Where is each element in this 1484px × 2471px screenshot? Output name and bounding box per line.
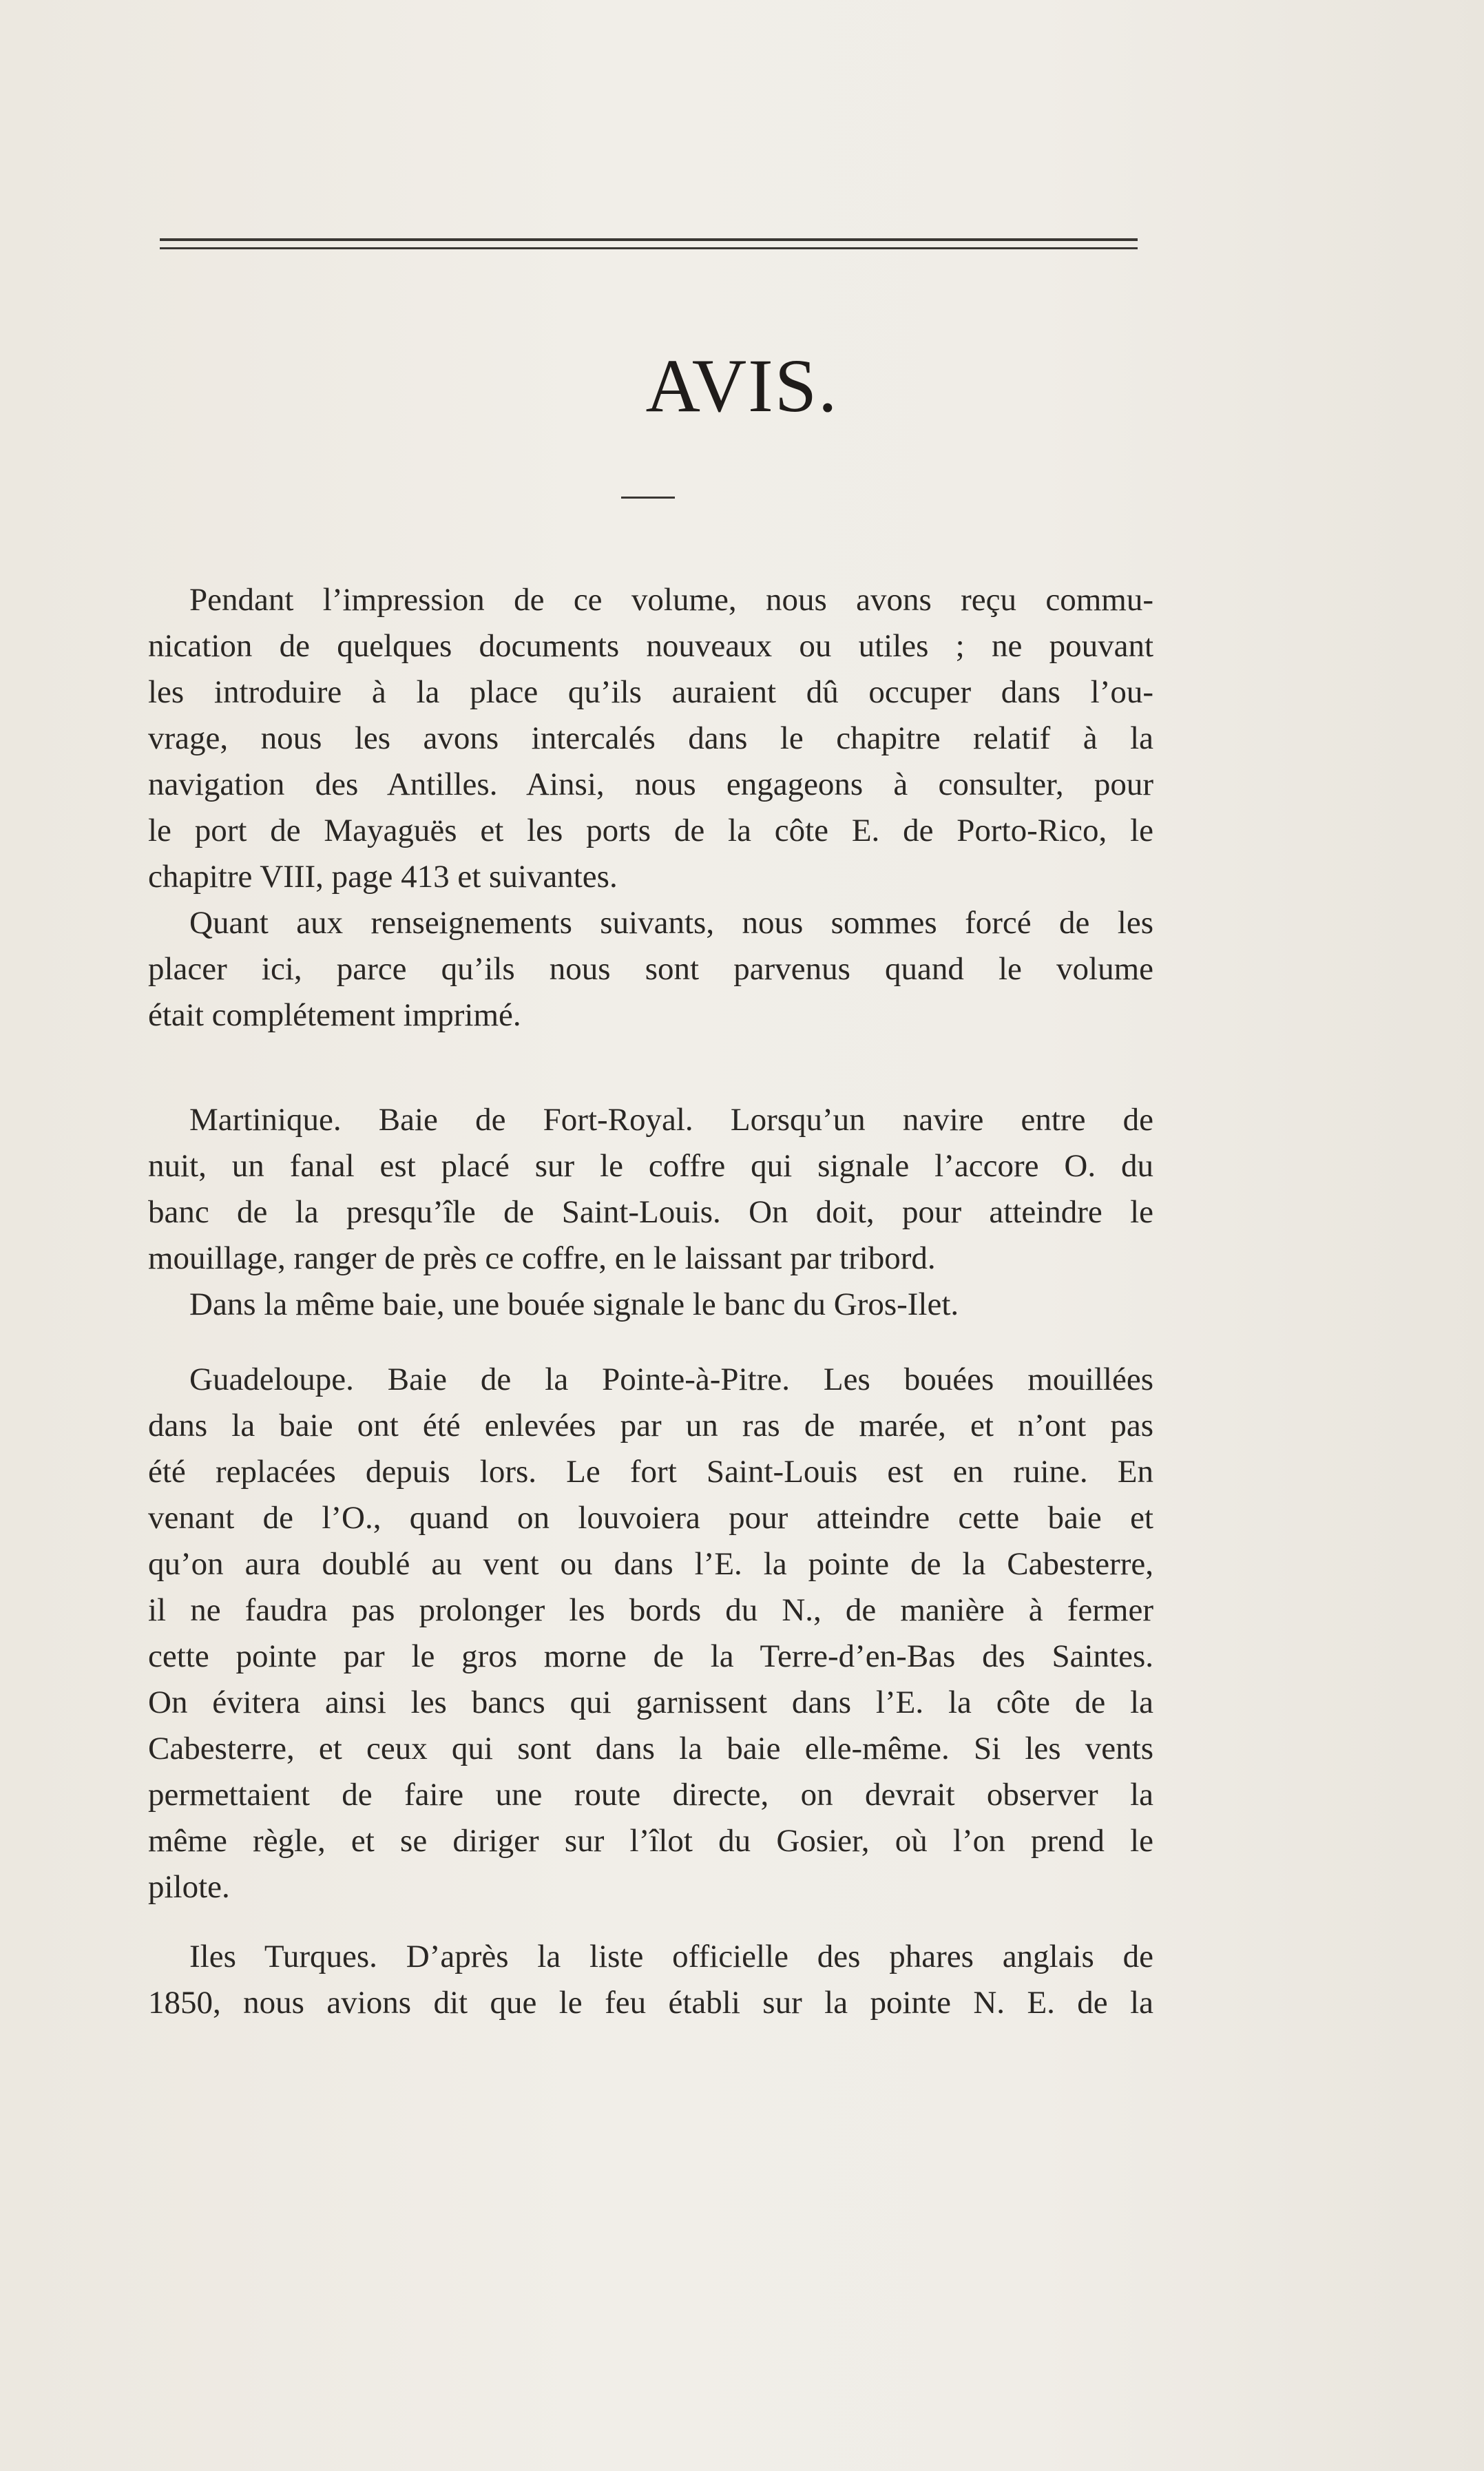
text-line: Dans la même baie, une bouée signale le banc du Gros-Ilet. <box>189 1286 959 1322</box>
text-line: Iles Turques. D’après la liste officielle des phares anglais de <box>189 1939 1153 1974</box>
text-line: placer ici, parce qu’ils nous sont parvenus quand le volume <box>148 951 1153 987</box>
text-line: 1850, nous avions dit que le feu établi sur la pointe N. E. de la <box>148 1985 1153 2021</box>
text-line: nuit, un fanal est placé sur le coffre qui signale l’accore O. du <box>148 1148 1153 1184</box>
text-line: vrage, nous les avons intercalés dans le chapitre relatif à la <box>148 720 1153 756</box>
paragraph-gros-ilet <box>148 1282 1153 1328</box>
text-line: été replacées depuis lors. Le fort Saint-Louis est en ruine. En <box>148 1454 1153 1490</box>
text-line: Quant aux renseignements suivants, nous sommes forcé de les <box>189 905 1153 941</box>
text-line: pilote. <box>148 1869 230 1905</box>
paragraph-iles-turques <box>148 1934 1153 2026</box>
text-line: cette pointe par le gros morne de la Terre-d’en-Bas des Saintes. <box>148 1638 1153 1674</box>
text-line: Pendant l’impression de ce volume, nous avons reçu commu- <box>189 582 1153 618</box>
text-line: était complétement imprimé. <box>148 997 521 1033</box>
text-line: les introduire à la place qu’ils auraient dû occuper dans l’ou- <box>148 674 1153 710</box>
text-line: venant de l’O., quand on louvoiera pour atteindre cette baie et <box>148 1500 1153 1536</box>
text-line: Martinique. Baie de Fort-Royal. Lorsqu’un navire entre de <box>189 1102 1153 1138</box>
text-line: Guadeloupe. Baie de la Pointe-à-Pitre. Les bouées mouillées <box>189 1362 1153 1397</box>
text-line: mouillage, ranger de près ce coffre, en le laissant par tribord. <box>148 1240 936 1276</box>
title-short-rule <box>621 497 675 499</box>
page-title: AVIS. <box>645 344 839 428</box>
text-line: dans la baie ont été enlevées par un ras de marée, et n’ont pas <box>148 1408 1153 1443</box>
top-double-rule <box>160 238 1138 249</box>
text-line: même règle, et se diriger sur l’îlot du Gosier, où l’on prend le <box>148 1823 1153 1859</box>
text-line: permettaient de faire une route directe, on devrait observer la <box>148 1777 1153 1813</box>
text-line: chapitre VIII, page 413 et suivantes. <box>148 859 618 895</box>
text-line: On évitera ainsi les bancs qui garnissent dans l’E. la côte de la <box>148 1685 1153 1720</box>
text-line: il ne faudra pas prolonger les bords du N., de manière à fermer <box>148 1592 1153 1628</box>
paragraph-martinique <box>148 1097 1153 1282</box>
text-line: banc de la presqu’île de Saint-Louis. On doit, pour atteindre le <box>148 1194 1153 1230</box>
text-line: nication de quelques documents nouveaux ou utiles ; ne pouvant <box>148 628 1153 664</box>
text-line: navigation des Antilles. Ainsi, nous engageons à consulter, pour <box>148 767 1153 802</box>
paragraph-impression <box>148 577 1153 900</box>
paragraph-guadeloupe <box>148 1357 1153 1910</box>
text-line: Cabesterre, et ceux qui sont dans la baie elle-même. Si les vents <box>148 1731 1153 1766</box>
text-line: le port de Mayaguës et les ports de la côte E. de Porto-Rico, le <box>148 813 1153 848</box>
text-line: qu’on aura doublé au vent ou dans l’E. la pointe de la Cabesterre, <box>148 1546 1153 1582</box>
paragraph-renseignements <box>148 900 1153 1039</box>
